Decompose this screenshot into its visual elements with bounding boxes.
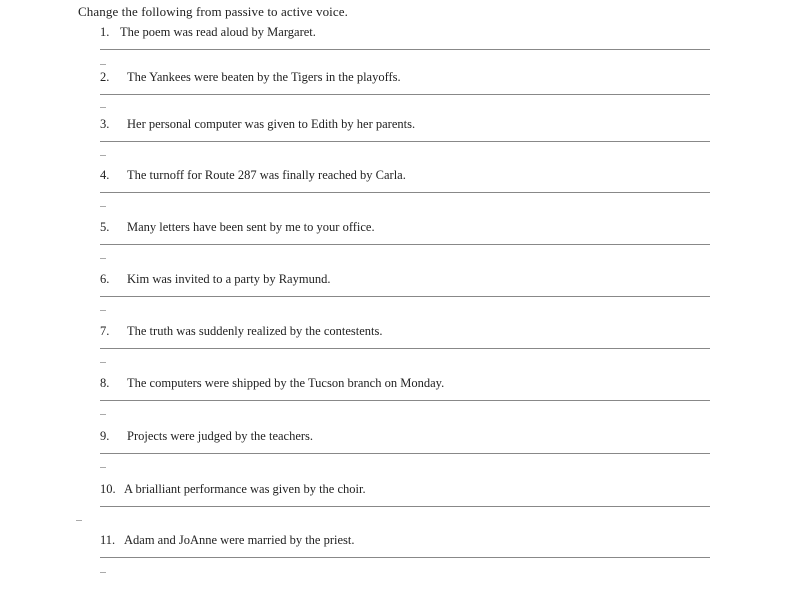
question-number: 7. [100,324,110,338]
question-number: 6. [100,272,110,286]
question-8 [100,376,712,391]
question-number: 10. [100,482,116,496]
answer-line[interactable] [100,192,710,193]
answer-line[interactable] [100,400,710,401]
question-number: 3. [100,117,110,131]
question-text: A brialliant performance was given by the choir. [124,482,366,496]
worksheet-instruction: Change the following from passive to active voice. [78,4,348,19]
answer-line[interactable] [100,453,710,454]
answer-line-end [100,310,106,311]
answer-line-end [100,362,106,363]
answer-line[interactable] [100,506,710,507]
answer-line-end [100,572,106,573]
answer-line[interactable] [100,244,710,245]
question-number: 8. [100,376,110,390]
question-text: Kim was invited to a party by Raymund. [127,272,331,286]
answer-line[interactable] [100,141,710,142]
question-10 [100,482,712,497]
answer-line-end [76,520,82,521]
question-text: Adam and JoAnne were married by the priest. [124,533,355,547]
question-5 [100,220,712,235]
question-2 [100,70,712,85]
answer-line[interactable] [100,49,710,50]
answer-line-end [100,107,106,108]
answer-line[interactable] [100,557,710,558]
question-text: The truth was suddenly realized by the contestents. [127,324,383,338]
question-number: 4. [100,168,110,182]
question-text: The Yankees were beaten by the Tigers in the playoffs. [127,70,401,84]
question-text: The computers were shipped by the Tucson branch on Monday. [127,376,445,390]
question-1 [100,25,712,40]
answer-line[interactable] [100,348,710,349]
question-number: 2. [100,70,110,84]
question-9 [100,429,712,444]
answer-line[interactable] [100,296,710,297]
answer-line-end [100,258,106,259]
question-text: Many letters have been sent by me to your office. [127,220,375,234]
question-text: The turnoff for Route 287 was finally reached by Carla. [127,168,406,182]
question-3 [100,117,712,132]
question-text: Projects were judged by the teachers. [127,429,314,443]
question-number: 1. [100,25,110,39]
question-7 [100,324,712,339]
question-text: Her personal computer was given to Edith by her parents. [127,117,416,131]
question-text: The poem was read aloud by Margaret. [120,25,316,39]
answer-line-end [100,64,106,65]
question-number: 11. [100,533,116,547]
answer-line-end [100,155,106,156]
answer-line[interactable] [100,94,710,95]
answer-line-end [100,206,106,207]
question-4 [100,168,712,183]
question-11 [100,533,712,548]
question-6 [100,272,712,287]
question-number: 9. [100,429,110,443]
answer-line-end [100,467,106,468]
question-number: 5. [100,220,110,234]
answer-line-end [100,414,106,415]
